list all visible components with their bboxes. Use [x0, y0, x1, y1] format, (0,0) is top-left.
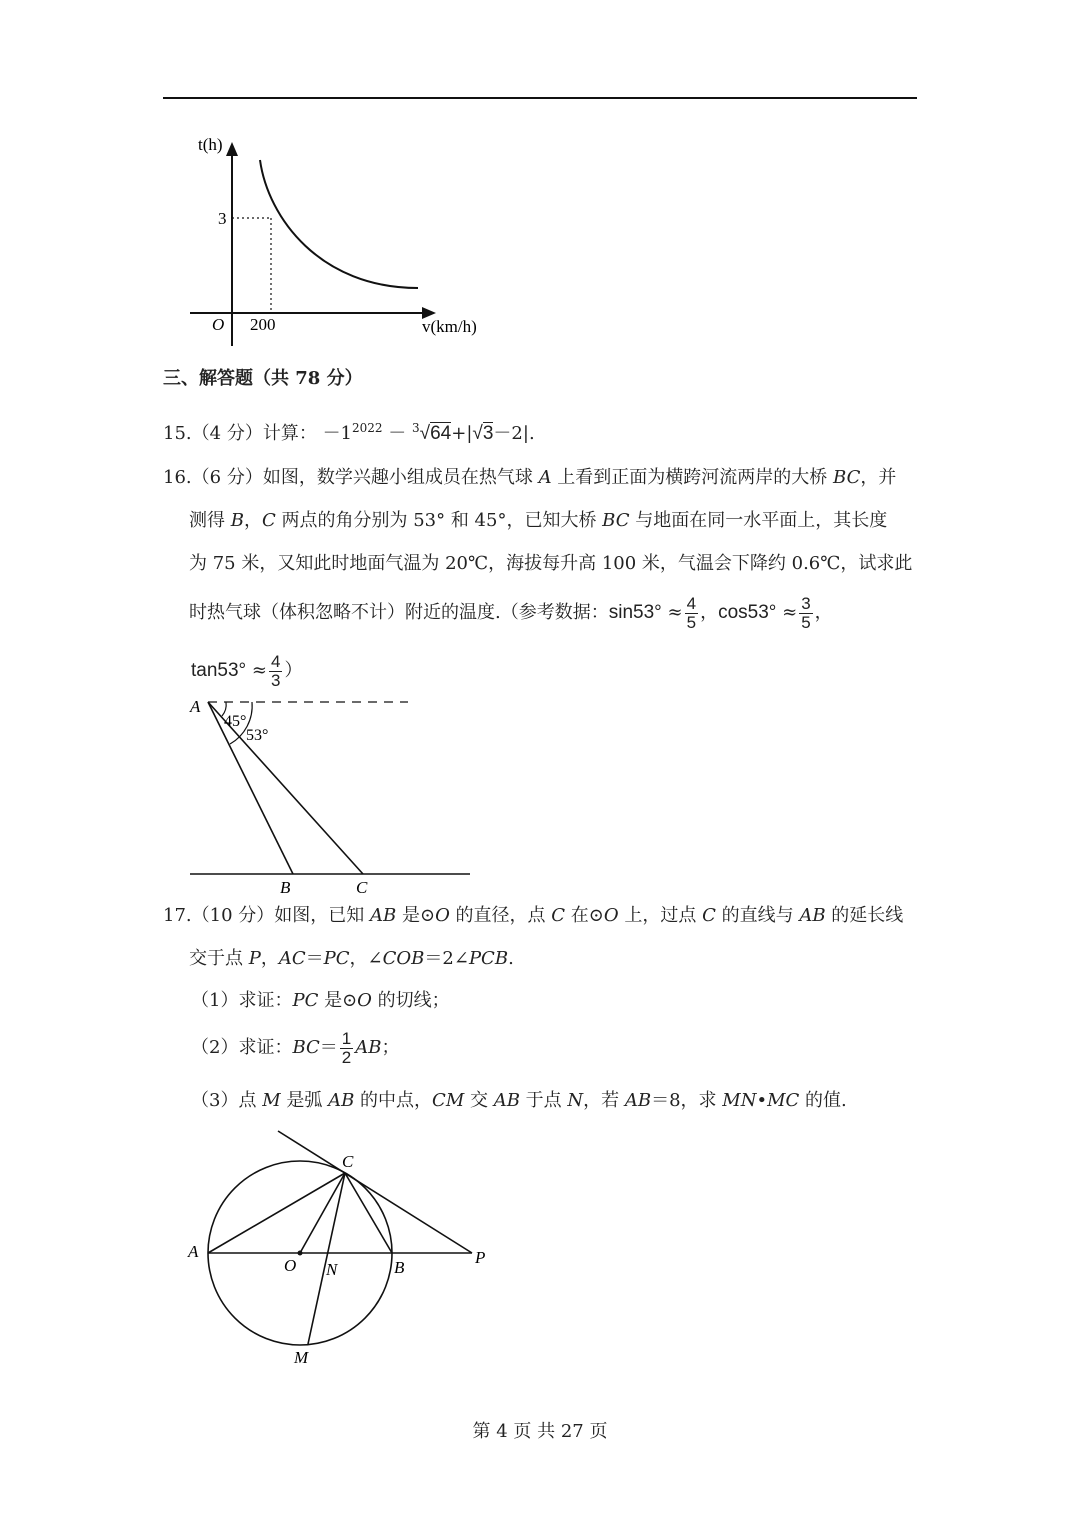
q17-p2-eq: ＝	[319, 1037, 338, 1058]
q17-p1-c: 的切线；	[371, 990, 450, 1011]
q16-text-1c: ，并	[860, 467, 897, 488]
q17-var-C: C	[551, 905, 566, 926]
label-M: M	[294, 1348, 309, 1367]
q17-p3-MN: MN	[722, 1090, 757, 1111]
q16-var-B: B	[230, 510, 244, 531]
q17-points: （10 分）	[191, 905, 275, 926]
q17-p3-AB: AB	[328, 1090, 355, 1111]
q17-text-1g: 的延长线	[825, 905, 904, 926]
q17-p3-AB2: AB	[493, 1090, 520, 1111]
q17-eq: ＝	[305, 948, 324, 969]
line-CM	[308, 1173, 345, 1344]
q17-p3-d: 交	[464, 1090, 494, 1111]
y-axis-label: t(h)	[198, 135, 223, 154]
q15-root-index: 3	[412, 421, 420, 435]
q16-approx-1: ≈	[667, 602, 683, 623]
q15-text: 计算：	[262, 423, 317, 444]
root-symbol-2: √	[472, 423, 483, 444]
q17-p2-AB: AB	[355, 1037, 382, 1058]
q17-number: 17.	[163, 905, 192, 926]
q15-exponent: 2022	[352, 421, 383, 435]
header-rule	[163, 97, 917, 99]
q17-var-PC: PC	[323, 948, 350, 969]
q16-var-A: A	[538, 467, 552, 488]
q16-comma-2: ，	[814, 602, 833, 623]
q17-p1-b: 是⊙	[318, 990, 358, 1011]
label-45: 45°	[224, 713, 247, 730]
q17-p3-M: M	[262, 1090, 281, 1111]
q17-var-P: P	[248, 948, 261, 969]
q17-p3-CM: CM	[432, 1090, 465, 1111]
label-B-2: B	[394, 1258, 405, 1277]
q16-text-1b: 上看到正面为横跨河流两岸的大桥	[551, 467, 834, 488]
q17-var-C-2: C	[702, 905, 716, 926]
q17-p2-a: （2）求证：	[191, 1037, 293, 1058]
q17-p1-PC: PC	[292, 990, 319, 1011]
q17-p3-a: （3）点	[191, 1090, 263, 1111]
q17-p3-h: 的值.	[799, 1090, 847, 1111]
q16-line-1	[163, 466, 896, 490]
q17-text-1a: 如图，已知	[274, 905, 371, 926]
q16-frac-tan	[269, 653, 282, 690]
q16-line-4	[189, 591, 833, 635]
q17-p2-den: 2	[341, 1047, 352, 1067]
label-C-2: C	[342, 1152, 354, 1171]
q17-line-2	[189, 947, 514, 971]
label-53: 53°	[246, 727, 269, 744]
q17-var-AB: AB	[370, 905, 397, 926]
q17-text-2e: .	[508, 948, 514, 969]
q17-p3-MC: MC	[767, 1090, 800, 1111]
q17-p3-N: N	[567, 1090, 584, 1111]
q17-p1-O: O	[357, 990, 372, 1011]
tangent-PC	[278, 1131, 472, 1253]
q17-p3-c: 的中点，	[354, 1090, 433, 1111]
q16-comma: ，	[700, 602, 719, 623]
q16-points: （6 分）	[191, 467, 263, 488]
q15-expr-d: －2|.	[493, 423, 535, 444]
q15-line	[163, 416, 535, 446]
q17-var-O-2: O	[603, 905, 619, 926]
q16-text-4a: 时热气球（体积忽略不计）附近的温度.（参考数据：	[189, 602, 609, 623]
section-heading: 三、解答题（共 78 分）	[163, 368, 363, 389]
q17-text-1d: 在⊙	[565, 905, 604, 926]
q16-text-1a: 如图，数学兴趣小组成员在热气球	[262, 467, 539, 488]
q17-p2-BC: BC	[292, 1037, 320, 1058]
balloon-figure	[180, 690, 480, 900]
label-N: N	[326, 1260, 338, 1279]
q16-text-2d: 与地面在同一水平面上，其长度	[629, 510, 888, 531]
q16-line-5	[191, 649, 302, 693]
label-A-2: A	[188, 1242, 199, 1261]
label-A: A	[190, 697, 201, 716]
q15-radicand-1: 64	[430, 423, 452, 444]
q15-expr-b: －	[388, 423, 407, 444]
q16-text-2b: ，	[243, 510, 262, 531]
origin-label: O	[212, 315, 225, 334]
y-tick-3: 3	[218, 209, 227, 228]
q16-line-3: 为 75 米，又知此时地面气温为 20℃，海拔每升高 100 米，气温会下降约 0.6℃，试求此	[189, 553, 913, 574]
q16-frac-cos	[799, 595, 812, 632]
q16-sin-den: 5	[686, 612, 697, 632]
q17-text-1c: 的直径，点	[449, 905, 552, 926]
label-P: P	[475, 1248, 486, 1267]
q17-line-1	[163, 904, 903, 928]
q16-sin-num: 4	[686, 593, 697, 613]
q17-part-2	[191, 1026, 400, 1070]
q16-text-2c: 两点的角分别为 53° 和 45°，已知大桥	[275, 510, 603, 531]
q17-var-AC: AC	[278, 948, 306, 969]
q17-text-1e: 上，过点	[618, 905, 703, 926]
q15-points: （4 分）	[191, 423, 263, 444]
q16-number: 16.	[163, 467, 192, 488]
q15-radicand-2: 3	[482, 423, 494, 444]
q17-var-COB: COB	[382, 948, 425, 969]
q17-text-1f: 的直线与	[715, 905, 800, 926]
q16-cos: cos53°	[718, 602, 777, 623]
q17-var-PCB: PCB	[468, 948, 509, 969]
q16-close: ）	[284, 660, 303, 681]
q16-line-2	[189, 509, 887, 533]
q16-sin: sin53°	[608, 602, 662, 623]
q15-expr-c: +|	[451, 423, 473, 444]
q17-p3-f: ，若	[583, 1090, 625, 1111]
q17-text-2c: ，∠	[349, 948, 383, 969]
circle-figure	[180, 1125, 510, 1375]
root-symbol-1: √	[419, 423, 431, 444]
q17-p3-e: 于点	[519, 1090, 568, 1111]
q16-cos-den: 5	[801, 612, 811, 632]
q16-cos-num: 3	[801, 593, 811, 613]
q16-tan-den: 3	[270, 670, 281, 690]
q17-p3-dot: •	[756, 1090, 768, 1111]
q17-var-AB-2: AB	[799, 905, 826, 926]
q17-p2-b: ；	[381, 1037, 400, 1058]
line-OC	[300, 1173, 345, 1253]
x-axis-label: v(km/h)	[422, 317, 477, 336]
label-C: C	[356, 878, 368, 897]
q17-part-3	[191, 1089, 847, 1113]
page-footer: 第 4 页 共 27 页	[472, 1421, 608, 1442]
q15-expr-a: －1	[322, 423, 353, 444]
label-B: B	[280, 878, 291, 897]
curve	[260, 160, 418, 288]
q17-p3-b: 是弧	[280, 1090, 329, 1111]
q16-var-BC: BC	[833, 467, 861, 488]
center-dot	[298, 1251, 303, 1256]
q16-var-C: C	[261, 510, 276, 531]
label-O: O	[284, 1256, 297, 1275]
q17-text-2b: ，	[260, 948, 279, 969]
q16-tan-num: 4	[270, 651, 281, 671]
line-CB	[345, 1173, 392, 1253]
q16-tan: tan53°	[191, 660, 247, 681]
q17-text-2d: ＝2∠	[424, 948, 469, 969]
q16-var-BC-2: BC	[602, 510, 630, 531]
q17-p3-AB3: AB	[624, 1090, 652, 1111]
tv-graph	[180, 128, 500, 350]
q16-frac-sin	[685, 595, 698, 632]
q17-p1-a: （1）求证：	[191, 990, 293, 1011]
q17-p3-g: ＝8，求	[651, 1090, 723, 1111]
q17-text-1b: 是⊙	[396, 905, 436, 926]
q16-text-2a: 测得	[189, 510, 231, 531]
line-AC	[208, 1173, 345, 1253]
x-tick-200: 200	[250, 315, 276, 334]
q17-var-O: O	[435, 905, 450, 926]
q17-p2-frac	[340, 1030, 353, 1067]
y-axis-arrow	[226, 142, 238, 156]
q16-approx-2: ≈	[782, 602, 798, 623]
q16-approx-3: ≈	[251, 660, 267, 681]
q17-part-1	[191, 989, 450, 1013]
q17-text-2a: 交于点	[189, 948, 249, 969]
q17-p2-num: 1	[341, 1028, 352, 1048]
q15-number: 15.	[163, 423, 192, 444]
